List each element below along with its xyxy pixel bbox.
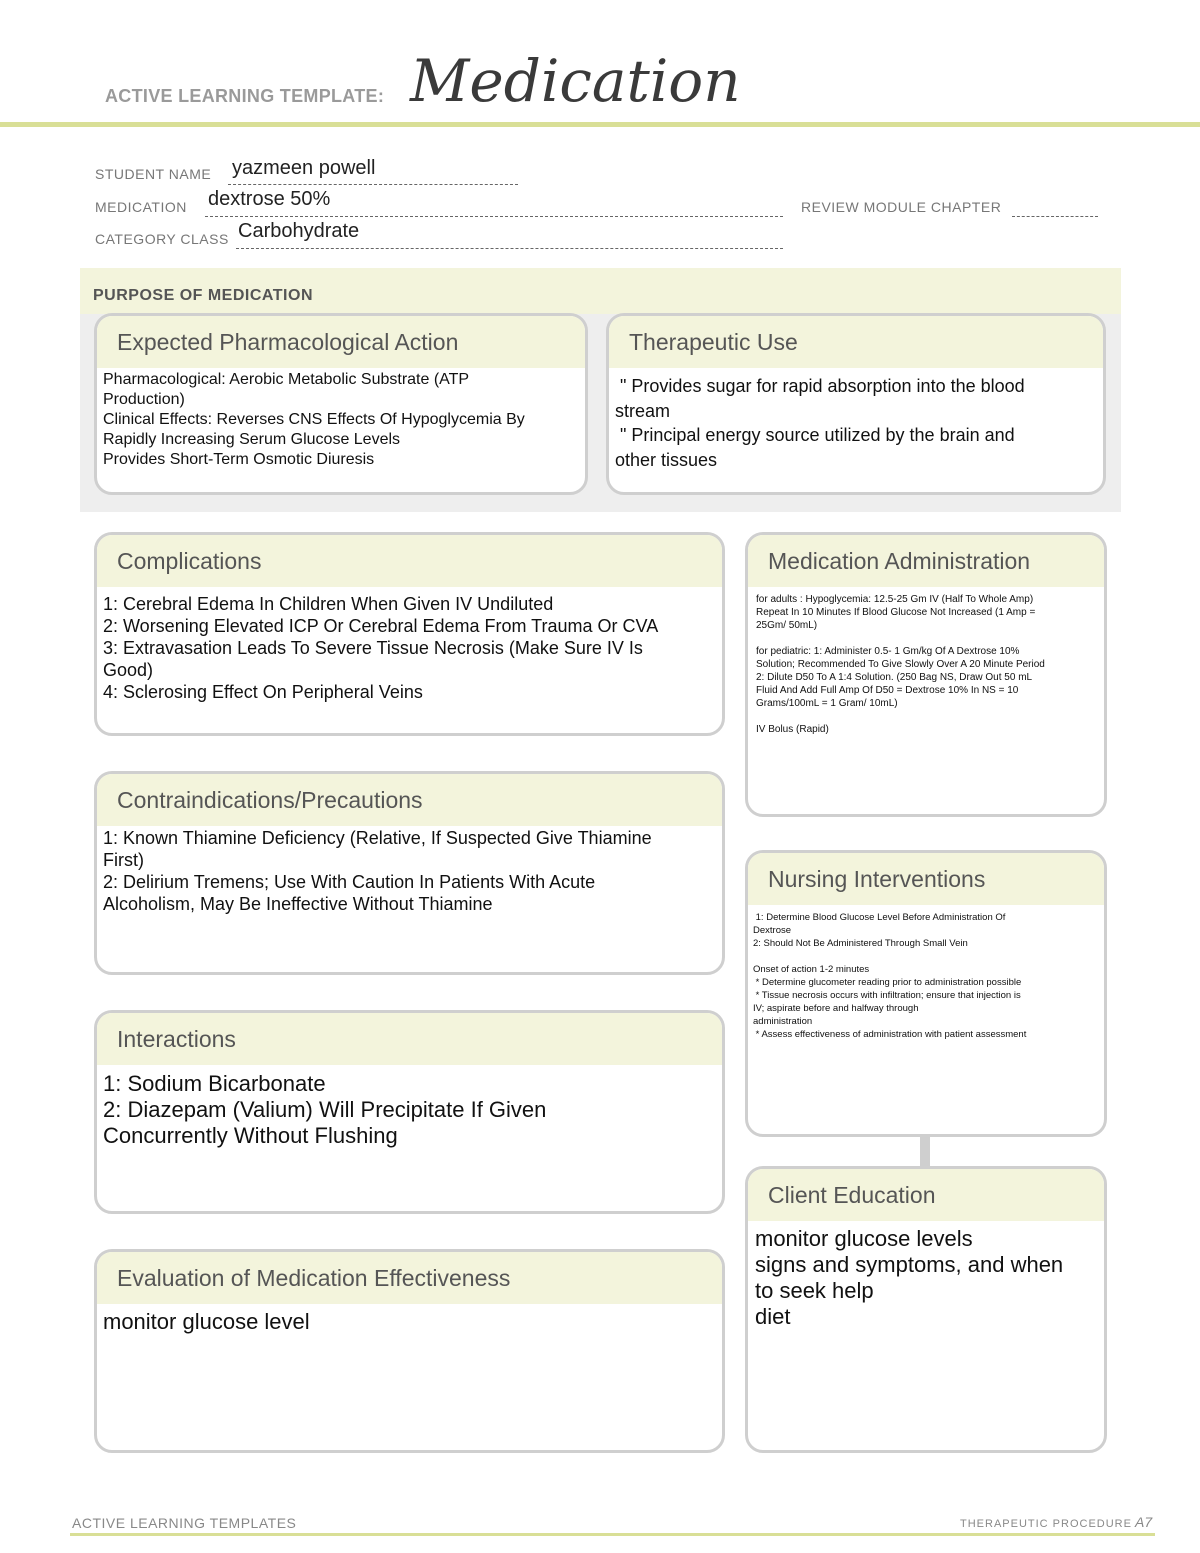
contraindications-card: [94, 771, 725, 975]
purpose-label: PURPOSE OF MEDICATION: [93, 287, 313, 304]
text-line: 1: Determine Blood Glucose Level Before Administration Of: [753, 912, 1006, 923]
text-line: administration: [753, 1016, 813, 1027]
text-line: for pediatric: 1: Administer 0.5- 1 Gm/kg Of A Dextrose 10%: [756, 646, 1020, 657]
nursing-interventions-card: [745, 850, 1107, 1137]
text-line: Repeat In 10 Minutes If Blood Glucose Not Increased (1 Amp =: [756, 607, 1036, 618]
text-line: [756, 632, 1098, 645]
text-line: Provides Short-Term Osmotic Diuresis: [103, 451, 375, 468]
text-line: Onset of action 1-2 minutes: [753, 964, 870, 975]
medication-administration-card: [745, 532, 1107, 817]
client-education-card: [745, 1166, 1107, 1453]
contraindications-title: Contraindications/Precautions: [97, 774, 722, 826]
text-line: 4: Sclerosing Effect On Peripheral Veins: [103, 682, 423, 702]
expected-action-card: [94, 313, 588, 495]
text-line: Alcoholism, May Be Ineffective Without Thiamine: [103, 894, 493, 914]
category-class-field[interactable]: Carbohydrate: [238, 220, 360, 242]
expected-action-title: Expected Pharmacological Action: [97, 316, 585, 368]
category-class-label: CATEGORY CLASS: [95, 231, 229, 247]
complications-body[interactable]: [97, 587, 722, 703]
text-line: IV; aspirate before and halfway through: [753, 1003, 919, 1014]
review-module-label: REVIEW MODULE CHAPTER: [801, 199, 1002, 215]
text-line: * Determine glucometer reading prior to administration possible: [753, 977, 1022, 988]
interactions-title: Interactions: [97, 1013, 722, 1065]
text-line: 1: Cerebral Edema In Children When Given IV Undiluted: [103, 594, 554, 614]
contraindications-body[interactable]: [97, 826, 722, 915]
page-number: A7: [1135, 1514, 1153, 1530]
text-line: signs and symptoms, and when: [755, 1252, 1064, 1277]
footer-rule: [70, 1533, 1155, 1536]
client-education-title: Client Education: [748, 1169, 1104, 1221]
text-line: 2: Worsening Elevated ICP Or Cerebral Edema From Trauma Or CVA: [103, 616, 659, 636]
text-line: Concurrently Without Flushing: [103, 1123, 398, 1148]
student-name-field[interactable]: yazmeen powell: [232, 157, 376, 179]
connector-bar: [920, 1135, 930, 1167]
text-line: First): [103, 850, 144, 870]
text-line: Grams/100mL = 1 Gram/ 10mL): [756, 698, 898, 709]
therapeutic-use-body[interactable]: [609, 368, 1103, 472]
text-line: Pharmacological: Aerobic Metabolic Substrate (ATP: [103, 371, 470, 388]
text-line: IV Bolus (Rapid): [756, 724, 829, 735]
text-line: 25Gm/ 50mL): [756, 620, 818, 631]
text-line: Fluid And Add Full Amp Of D50 = Dextrose 10% In NS = 10: [756, 685, 1019, 696]
text-line: Dextrose: [753, 925, 792, 936]
text-line: * Assess effectiveness of administration with patient assessment: [753, 1029, 1027, 1040]
template-label: ACTIVE LEARNING TEMPLATE:: [105, 86, 385, 106]
text-line: [756, 710, 1098, 723]
text-line: " Principal energy source utilized by the brain and: [615, 425, 1015, 445]
therapeutic-use-title: Therapeutic Use: [609, 316, 1103, 368]
text-line: to seek help: [755, 1278, 874, 1303]
text-line: Clinical Effects: Reverses CNS Effects Of Hypoglycemia By: [103, 411, 525, 428]
text-line: 2: Delirium Tremens; Use With Caution In Patients With Acute: [103, 872, 596, 892]
medication-field[interactable]: dextrose 50%: [208, 188, 331, 210]
text-line: Production): [103, 391, 185, 408]
text-line: 2: Should Not Be Administered Through Small Vein: [753, 938, 968, 949]
text-line: Good): [103, 660, 154, 680]
text-line: 1: Known Thiamine Deficiency (Relative, If Suspected Give Thiamine: [103, 828, 652, 848]
client-education-body[interactable]: [748, 1221, 1104, 1330]
text-line: monitor glucose level: [103, 1309, 310, 1334]
text-line: * Tissue necrosis occurs with infiltration; ensure that injection is: [753, 990, 1021, 1001]
complications-title: Complications: [97, 535, 722, 587]
text-line: 1: Sodium Bicarbonate: [103, 1071, 326, 1096]
text-line: monitor glucose levels: [755, 1226, 973, 1251]
medication-administration-title: Medication Administration: [748, 535, 1104, 587]
text-line: Rapidly Increasing Serum Glucose Levels: [103, 431, 401, 448]
evaluation-card: [94, 1249, 725, 1453]
text-line: Solution; Recommended To Give Slowly Over A 20 Minute Period: [756, 659, 1045, 670]
nursing-interventions-body[interactable]: [748, 905, 1104, 1041]
text-line: other tissues: [615, 449, 718, 470]
medication-administration-body[interactable]: [748, 587, 1104, 736]
text-line: 3: Extravasation Leads To Severe Tissue Necrosis (Make Sure IV Is: [103, 638, 643, 658]
evaluation-title: Evaluation of Medication Effectiveness: [97, 1252, 722, 1304]
text-line: 2: Dilute D50 To A 1:4 Solution. (250 Bag NS, Draw Out 50 mL: [756, 672, 1033, 683]
text-line: 2: Diazepam (Valium) Will Precipitate If Given: [103, 1097, 547, 1122]
student-name-label: STUDENT NAME: [95, 166, 212, 182]
footer-right-label: THERAPEUTIC PROCEDURE: [960, 1518, 1132, 1530]
medication-label: MEDICATION: [95, 199, 187, 215]
text-line: for adults : Hypoglycemia: 12.5-25 Gm IV (Half To Whole Amp): [756, 594, 1034, 605]
therapeutic-use-card: [606, 313, 1106, 495]
review-module-field[interactable]: [1012, 202, 1098, 217]
page-title: Medication: [410, 47, 741, 115]
header-rule: [0, 122, 1200, 127]
interactions-body[interactable]: [97, 1065, 722, 1149]
expected-action-body[interactable]: [97, 368, 585, 470]
text-line: diet: [755, 1304, 791, 1329]
text-line: [753, 950, 1098, 963]
footer-left-label: ACTIVE LEARNING TEMPLATES: [72, 1515, 297, 1531]
nursing-interventions-title: Nursing Interventions: [748, 853, 1104, 905]
text-line: stream: [615, 400, 671, 421]
evaluation-body[interactable]: [97, 1304, 722, 1335]
text-line: " Provides sugar for rapid absorption into the blood: [615, 376, 1025, 396]
complications-card: [94, 532, 725, 736]
interactions-card: [94, 1010, 725, 1214]
